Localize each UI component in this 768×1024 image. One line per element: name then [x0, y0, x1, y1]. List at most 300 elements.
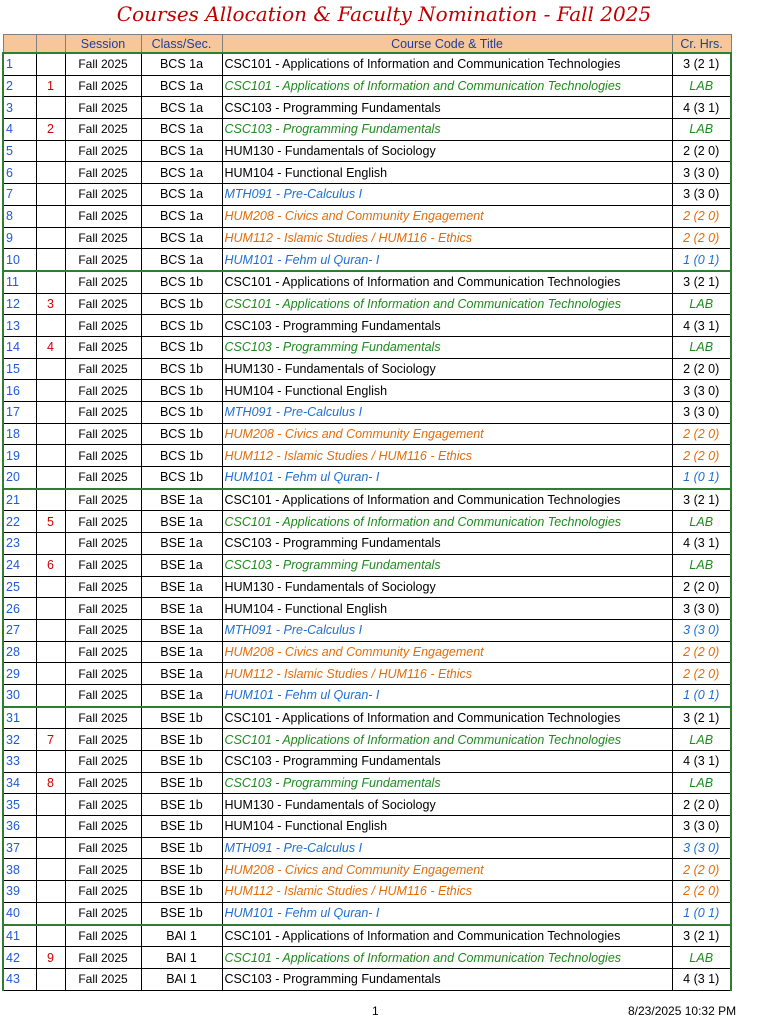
class-section-cell: BSE 1b — [141, 881, 222, 903]
table-row — [3, 358, 731, 380]
lab-group-number: 7 — [36, 729, 65, 751]
session-cell: Fall 2025 — [65, 881, 141, 903]
course-cell: HUM112 - Islamic Studies / HUM116 - Ethics — [222, 663, 672, 685]
table-row — [3, 902, 731, 924]
table-row — [3, 184, 731, 206]
credit-hours-cell: 2 (2 0) — [672, 859, 731, 881]
lab-group-number: 3 — [36, 293, 65, 315]
credit-hours-cell: 4 (3 1) — [672, 533, 731, 555]
session-cell: Fall 2025 — [65, 816, 141, 838]
row-index: 9 — [3, 227, 36, 249]
table-row — [3, 489, 731, 511]
course-cell: HUM112 - Islamic Studies / HUM116 - Ethics — [222, 227, 672, 249]
page-number: 1 — [372, 1004, 379, 1018]
row-index: 21 — [3, 489, 36, 511]
class-section-cell: BCS 1a — [141, 97, 222, 119]
course-cell: CSC101 - Applications of Information and Communication Technologies — [222, 947, 672, 969]
credit-hours-cell: 3 (3 0) — [672, 380, 731, 402]
table-row — [3, 467, 731, 489]
session-cell: Fall 2025 — [65, 511, 141, 533]
course-cell: MTH091 - Pre-Calculus I — [222, 619, 672, 641]
course-cell: HUM101 - Fehm ul Quran- I — [222, 467, 672, 489]
row-index: 14 — [3, 336, 36, 358]
row-index: 12 — [3, 293, 36, 315]
credit-hours-cell: 3 (2 1) — [672, 271, 731, 293]
credit-hours-cell: 2 (2 0) — [672, 227, 731, 249]
class-section-cell: BCS 1a — [141, 162, 222, 184]
row-index: 4 — [3, 119, 36, 141]
table-row — [3, 97, 731, 119]
allocation-table — [2, 34, 732, 991]
credit-hours-cell: LAB — [672, 293, 731, 315]
credit-hours-cell: 4 (3 1) — [672, 751, 731, 773]
session-cell: Fall 2025 — [65, 947, 141, 969]
row-index: 24 — [3, 554, 36, 576]
credit-hours-cell: 4 (3 1) — [672, 968, 731, 990]
lab-group-number — [36, 445, 65, 467]
lab-group-number — [36, 902, 65, 924]
session-cell: Fall 2025 — [65, 205, 141, 227]
lab-group-number — [36, 576, 65, 598]
header-course: Course Code & Title — [222, 35, 672, 54]
row-index: 17 — [3, 402, 36, 424]
class-section-cell: BCS 1a — [141, 227, 222, 249]
session-cell: Fall 2025 — [65, 184, 141, 206]
lab-group-number — [36, 684, 65, 706]
course-cell: HUM104 - Functional English — [222, 380, 672, 402]
credit-hours-cell: 3 (2 1) — [672, 925, 731, 947]
credit-hours-cell: 3 (2 1) — [672, 489, 731, 511]
class-section-cell: BSE 1b — [141, 729, 222, 751]
course-cell: HUM208 - Civics and Community Engagement — [222, 205, 672, 227]
session-cell: Fall 2025 — [65, 707, 141, 729]
row-index: 23 — [3, 533, 36, 555]
row-index: 1 — [3, 53, 36, 75]
table-row — [3, 816, 731, 838]
row-index: 5 — [3, 140, 36, 162]
session-cell: Fall 2025 — [65, 249, 141, 271]
row-index: 38 — [3, 859, 36, 881]
table-row — [3, 837, 731, 859]
table-body — [3, 53, 731, 990]
course-cell: CSC101 - Applications of Information and Communication Technologies — [222, 271, 672, 293]
table-row — [3, 881, 731, 903]
credit-hours-cell: 2 (2 0) — [672, 423, 731, 445]
session-cell: Fall 2025 — [65, 837, 141, 859]
session-cell: Fall 2025 — [65, 619, 141, 641]
row-index: 30 — [3, 684, 36, 706]
session-cell: Fall 2025 — [65, 576, 141, 598]
lab-group-number — [36, 184, 65, 206]
credit-hours-cell: 3 (3 0) — [672, 402, 731, 424]
course-cell: CSC103 - Programming Fundamentals — [222, 751, 672, 773]
course-cell: HUM104 - Functional English — [222, 162, 672, 184]
row-index: 20 — [3, 467, 36, 489]
row-index: 10 — [3, 249, 36, 271]
lab-group-number — [36, 533, 65, 555]
table-row — [3, 315, 731, 337]
class-section-cell: BAI 1 — [141, 947, 222, 969]
table-row — [3, 205, 731, 227]
session-cell: Fall 2025 — [65, 598, 141, 620]
row-index: 28 — [3, 641, 36, 663]
header-index — [3, 35, 36, 54]
session-cell: Fall 2025 — [65, 467, 141, 489]
row-index: 40 — [3, 902, 36, 924]
session-cell: Fall 2025 — [65, 489, 141, 511]
credit-hours-cell: 3 (3 0) — [672, 619, 731, 641]
course-cell: CSC101 - Applications of Information and Communication Technologies — [222, 511, 672, 533]
row-index: 34 — [3, 772, 36, 794]
session-cell: Fall 2025 — [65, 751, 141, 773]
course-cell: HUM101 - Fehm ul Quran- I — [222, 249, 672, 271]
table-row — [3, 445, 731, 467]
table-row — [3, 75, 731, 97]
credit-hours-cell: LAB — [672, 772, 731, 794]
class-section-cell: BAI 1 — [141, 925, 222, 947]
row-index: 35 — [3, 794, 36, 816]
course-cell: CSC101 - Applications of Information and Communication Technologies — [222, 489, 672, 511]
session-cell: Fall 2025 — [65, 859, 141, 881]
row-index: 25 — [3, 576, 36, 598]
lab-group-number — [36, 380, 65, 402]
table-row — [3, 271, 731, 293]
credit-hours-cell: LAB — [672, 729, 731, 751]
header-class: Class/Sec. — [141, 35, 222, 54]
class-section-cell: BSE 1a — [141, 511, 222, 533]
credit-hours-cell: 3 (3 0) — [672, 598, 731, 620]
credit-hours-cell: 2 (2 0) — [672, 358, 731, 380]
session-cell: Fall 2025 — [65, 271, 141, 293]
table-row — [3, 119, 731, 141]
course-cell: MTH091 - Pre-Calculus I — [222, 837, 672, 859]
table-row — [3, 729, 731, 751]
row-index: 31 — [3, 707, 36, 729]
session-cell: Fall 2025 — [65, 336, 141, 358]
row-index: 11 — [3, 271, 36, 293]
course-cell: HUM208 - Civics and Community Engagement — [222, 641, 672, 663]
course-cell: HUM101 - Fehm ul Quran- I — [222, 684, 672, 706]
credit-hours-cell: 3 (3 0) — [672, 816, 731, 838]
course-cell: HUM208 - Civics and Community Engagement — [222, 859, 672, 881]
credit-hours-cell: 2 (2 0) — [672, 663, 731, 685]
session-cell: Fall 2025 — [65, 53, 141, 75]
lab-group-number: 6 — [36, 554, 65, 576]
credit-hours-cell: LAB — [672, 119, 731, 141]
table-row — [3, 794, 731, 816]
class-section-cell: BCS 1a — [141, 249, 222, 271]
credit-hours-cell: 3 (2 1) — [672, 707, 731, 729]
table-row — [3, 140, 731, 162]
class-section-cell: BSE 1b — [141, 859, 222, 881]
course-cell: CSC103 - Programming Fundamentals — [222, 533, 672, 555]
class-section-cell: BSE 1b — [141, 772, 222, 794]
session-cell: Fall 2025 — [65, 227, 141, 249]
class-section-cell: BCS 1b — [141, 358, 222, 380]
lab-group-number — [36, 97, 65, 119]
class-section-cell: BCS 1a — [141, 140, 222, 162]
class-section-cell: BCS 1b — [141, 445, 222, 467]
course-cell: HUM112 - Islamic Studies / HUM116 - Ethics — [222, 445, 672, 467]
course-cell: CSC101 - Applications of Information and Communication Technologies — [222, 53, 672, 75]
header-group — [36, 35, 65, 54]
lab-group-number — [36, 162, 65, 184]
class-section-cell: BCS 1a — [141, 53, 222, 75]
session-cell: Fall 2025 — [65, 445, 141, 467]
lab-group-number: 8 — [36, 772, 65, 794]
lab-group-number — [36, 53, 65, 75]
row-index: 18 — [3, 423, 36, 445]
credit-hours-cell: LAB — [672, 554, 731, 576]
lab-group-number — [36, 925, 65, 947]
table-row — [3, 423, 731, 445]
course-cell: CSC103 - Programming Fundamentals — [222, 968, 672, 990]
credit-hours-cell: 2 (2 0) — [672, 576, 731, 598]
credit-hours-cell: 4 (3 1) — [672, 315, 731, 337]
credit-hours-cell: 3 (3 0) — [672, 162, 731, 184]
session-cell: Fall 2025 — [65, 772, 141, 794]
lab-group-number — [36, 751, 65, 773]
table-row — [3, 227, 731, 249]
session-cell: Fall 2025 — [65, 315, 141, 337]
class-section-cell: BSE 1a — [141, 641, 222, 663]
table-row — [3, 619, 731, 641]
row-index: 39 — [3, 881, 36, 903]
course-cell: CSC103 - Programming Fundamentals — [222, 772, 672, 794]
table-row — [3, 249, 731, 271]
course-cell: CSC103 - Programming Fundamentals — [222, 119, 672, 141]
course-cell: CSC103 - Programming Fundamentals — [222, 336, 672, 358]
lab-group-number: 1 — [36, 75, 65, 97]
class-section-cell: BCS 1b — [141, 293, 222, 315]
session-cell: Fall 2025 — [65, 402, 141, 424]
class-section-cell: BCS 1b — [141, 402, 222, 424]
lab-group-number — [36, 837, 65, 859]
lab-group-number — [36, 881, 65, 903]
session-cell: Fall 2025 — [65, 423, 141, 445]
session-cell: Fall 2025 — [65, 684, 141, 706]
print-datetime: 8/23/2025 10:32 PM — [628, 1004, 737, 1018]
credit-hours-cell: 2 (2 0) — [672, 445, 731, 467]
course-cell: HUM112 - Islamic Studies / HUM116 - Ethics — [222, 881, 672, 903]
table-row — [3, 641, 731, 663]
table-row — [3, 380, 731, 402]
course-cell: HUM104 - Functional English — [222, 816, 672, 838]
row-index: 32 — [3, 729, 36, 751]
table-row — [3, 968, 731, 990]
class-section-cell: BSE 1b — [141, 707, 222, 729]
session-cell: Fall 2025 — [65, 729, 141, 751]
table-row — [3, 925, 731, 947]
course-cell: HUM130 - Fundamentals of Sociology — [222, 576, 672, 598]
credit-hours-cell: 1 (0 1) — [672, 902, 731, 924]
course-cell: HUM130 - Fundamentals of Sociology — [222, 358, 672, 380]
table-row — [3, 402, 731, 424]
credit-hours-cell: LAB — [672, 947, 731, 969]
credit-hours-cell: 2 (2 0) — [672, 794, 731, 816]
class-section-cell: BCS 1b — [141, 423, 222, 445]
lab-group-number — [36, 794, 65, 816]
class-section-cell: BSE 1a — [141, 576, 222, 598]
row-index: 37 — [3, 837, 36, 859]
course-cell: CSC103 - Programming Fundamentals — [222, 315, 672, 337]
table-header — [3, 35, 731, 54]
class-section-cell: BSE 1a — [141, 489, 222, 511]
lab-group-number — [36, 968, 65, 990]
lab-group-number — [36, 205, 65, 227]
course-cell: HUM101 - Fehm ul Quran- I — [222, 902, 672, 924]
lab-group-number: 2 — [36, 119, 65, 141]
page-title: Courses Allocation & Faculty Nomination - Fall 2025 — [116, 2, 652, 26]
session-cell: Fall 2025 — [65, 641, 141, 663]
table-row — [3, 684, 731, 706]
class-section-cell: BCS 1b — [141, 380, 222, 402]
session-cell: Fall 2025 — [65, 902, 141, 924]
row-index: 33 — [3, 751, 36, 773]
table-row — [3, 336, 731, 358]
credit-hours-cell: 1 (0 1) — [672, 467, 731, 489]
table-row — [3, 554, 731, 576]
lab-group-number — [36, 315, 65, 337]
header-credit-hours: Cr. Hrs. — [672, 35, 731, 54]
session-cell: Fall 2025 — [65, 663, 141, 685]
course-cell: CSC103 - Programming Fundamentals — [222, 554, 672, 576]
class-section-cell: BCS 1b — [141, 336, 222, 358]
lab-group-number — [36, 619, 65, 641]
session-cell: Fall 2025 — [65, 794, 141, 816]
table-row — [3, 162, 731, 184]
row-index: 19 — [3, 445, 36, 467]
table-row — [3, 598, 731, 620]
class-section-cell: BCS 1b — [141, 467, 222, 489]
session-cell: Fall 2025 — [65, 140, 141, 162]
class-section-cell: BSE 1b — [141, 751, 222, 773]
session-cell: Fall 2025 — [65, 75, 141, 97]
course-cell: CSC101 - Applications of Information and Communication Technologies — [222, 729, 672, 751]
class-section-cell: BSE 1b — [141, 816, 222, 838]
row-index: 16 — [3, 380, 36, 402]
class-section-cell: BCS 1b — [141, 315, 222, 337]
table-row — [3, 663, 731, 685]
lab-group-number — [36, 423, 65, 445]
class-section-cell: BAI 1 — [141, 968, 222, 990]
credit-hours-cell: 2 (2 0) — [672, 140, 731, 162]
session-cell: Fall 2025 — [65, 925, 141, 947]
credit-hours-cell: 3 (3 0) — [672, 184, 731, 206]
row-index: 41 — [3, 925, 36, 947]
session-cell: Fall 2025 — [65, 162, 141, 184]
credit-hours-cell: 2 (2 0) — [672, 205, 731, 227]
class-section-cell: BCS 1a — [141, 119, 222, 141]
course-cell: CSC103 - Programming Fundamentals — [222, 97, 672, 119]
class-section-cell: BCS 1a — [141, 205, 222, 227]
table-row — [3, 511, 731, 533]
table-row — [3, 707, 731, 729]
course-cell: CSC101 - Applications of Information and Communication Technologies — [222, 925, 672, 947]
table-row — [3, 947, 731, 969]
lab-group-number: 5 — [36, 511, 65, 533]
lab-group-number: 4 — [36, 336, 65, 358]
class-section-cell: BSE 1b — [141, 794, 222, 816]
lab-group-number — [36, 249, 65, 271]
class-section-cell: BSE 1a — [141, 598, 222, 620]
row-index: 29 — [3, 663, 36, 685]
class-section-cell: BCS 1a — [141, 184, 222, 206]
table-row — [3, 533, 731, 555]
session-cell: Fall 2025 — [65, 380, 141, 402]
table-row — [3, 53, 731, 75]
row-index: 15 — [3, 358, 36, 380]
session-cell: Fall 2025 — [65, 358, 141, 380]
session-cell: Fall 2025 — [65, 119, 141, 141]
credit-hours-cell: LAB — [672, 511, 731, 533]
class-section-cell: BCS 1b — [141, 271, 222, 293]
credit-hours-cell: 2 (2 0) — [672, 641, 731, 663]
course-cell: CSC101 - Applications of Information and Communication Technologies — [222, 707, 672, 729]
class-section-cell: BSE 1b — [141, 902, 222, 924]
course-cell: CSC101 - Applications of Information and Communication Technologies — [222, 293, 672, 315]
row-index: 22 — [3, 511, 36, 533]
table-row — [3, 751, 731, 773]
lab-group-number — [36, 467, 65, 489]
row-index: 27 — [3, 619, 36, 641]
table-row — [3, 576, 731, 598]
credit-hours-cell: LAB — [672, 75, 731, 97]
credit-hours-cell: 3 (2 1) — [672, 53, 731, 75]
lab-group-number — [36, 816, 65, 838]
lab-group-number — [36, 489, 65, 511]
row-index: 13 — [3, 315, 36, 337]
course-cell: MTH091 - Pre-Calculus I — [222, 184, 672, 206]
class-section-cell: BSE 1a — [141, 533, 222, 555]
row-index: 8 — [3, 205, 36, 227]
course-cell: HUM104 - Functional English — [222, 598, 672, 620]
lab-group-number — [36, 271, 65, 293]
table-row — [3, 859, 731, 881]
course-cell: MTH091 - Pre-Calculus I — [222, 402, 672, 424]
lab-group-number — [36, 707, 65, 729]
credit-hours-cell: 1 (0 1) — [672, 249, 731, 271]
row-index: 7 — [3, 184, 36, 206]
credit-hours-cell: LAB — [672, 336, 731, 358]
lab-group-number — [36, 859, 65, 881]
row-index: 2 — [3, 75, 36, 97]
lab-group-number — [36, 227, 65, 249]
lab-group-number — [36, 598, 65, 620]
row-index: 42 — [3, 947, 36, 969]
class-section-cell: BSE 1a — [141, 663, 222, 685]
credit-hours-cell: 2 (2 0) — [672, 881, 731, 903]
session-cell: Fall 2025 — [65, 293, 141, 315]
credit-hours-cell: 1 (0 1) — [672, 684, 731, 706]
credit-hours-cell: 4 (3 1) — [672, 97, 731, 119]
class-section-cell: BCS 1a — [141, 75, 222, 97]
lab-group-number — [36, 663, 65, 685]
lab-group-number — [36, 140, 65, 162]
class-section-cell: BSE 1b — [141, 837, 222, 859]
lab-group-number: 9 — [36, 947, 65, 969]
row-index: 3 — [3, 97, 36, 119]
session-cell: Fall 2025 — [65, 968, 141, 990]
class-section-cell: BSE 1a — [141, 619, 222, 641]
lab-group-number — [36, 358, 65, 380]
session-cell: Fall 2025 — [65, 97, 141, 119]
class-section-cell: BSE 1a — [141, 554, 222, 576]
lab-group-number — [36, 641, 65, 663]
course-cell: CSC101 - Applications of Information and Communication Technologies — [222, 75, 672, 97]
table-row — [3, 293, 731, 315]
row-index: 26 — [3, 598, 36, 620]
